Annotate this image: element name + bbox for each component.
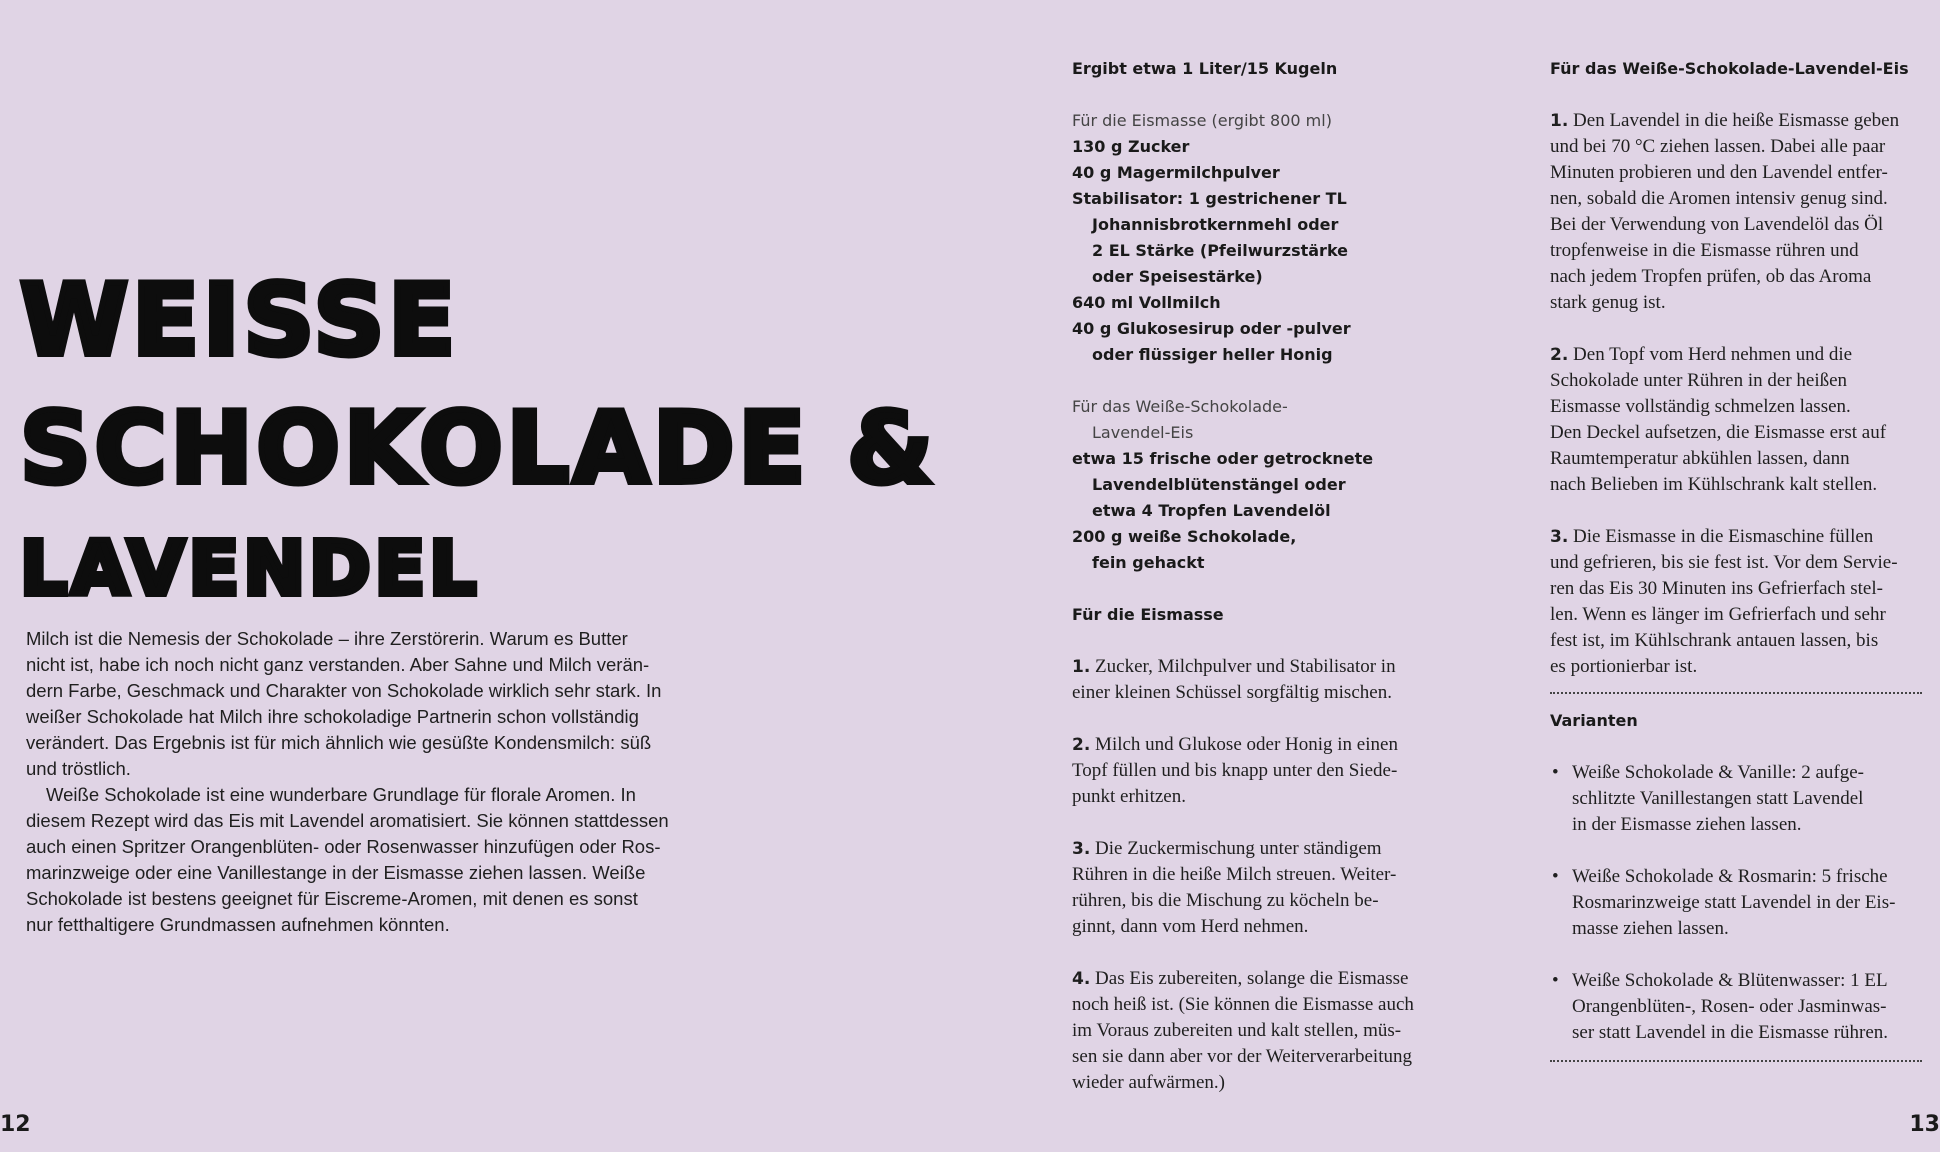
ingredient-line: Lavendelblütenstängel oder: [1092, 475, 1346, 494]
variant-item: • Weiße Schokolade & Rosmarin: 5 frische Rosmarinzweige statt Lavendel in der Eis- masse ziehen lassen.: [1550, 864, 1922, 942]
ingredient-line: 130 g Zucker: [1072, 137, 1190, 156]
step-text: Die Eismasse in die Eismaschine füllen und gefrieren, bis sie fest ist. Vor dem Servie- ren das Eis 30 Minuten ins Gefrierfach stel- len. Wenn es länger im Gefrierfach und sehr fest ist, im Kühlschrank antauen lassen, bis es portionierbar ist.: [1550, 526, 1898, 677]
ingredient-line: oder Speisestärke): [1092, 267, 1263, 286]
step-number: 3.: [1072, 839, 1091, 859]
ingredient-line: 40 g Glukosesirup oder -pulver: [1072, 319, 1351, 338]
method-step: [1072, 836, 1452, 940]
step-number: 1.: [1072, 657, 1091, 677]
ingredient-line: Stabilisator: 1 gestrichener TL: [1072, 189, 1347, 208]
step-number: 3.: [1550, 527, 1569, 547]
base-method-heading: Für die Eismasse: [1072, 605, 1224, 624]
title-line-2: SCHOKOLADE &: [20, 392, 937, 507]
step-text: Zucker, Milchpulver und Stabilisator in einer kleinen Schüssel sorgfältig mischen.: [1072, 656, 1396, 703]
title-line-3: LAVENDEL: [20, 526, 481, 613]
intro-paragraph-1: Milch ist die Nemesis der Schokolade – ihre Zerstörerin. Warum es Butter nicht ist, habe ich noch nicht ganz verstanden. Aber Sahne und Milch verän- dern Farbe, Geschmack und Charakter von Schokolade wirklich sehr stark. In weißer Schokolade hat Milch ihre schokoladige Partnerin schon vollständig verändert. Das Ergebnis ist für mich ähnlich wie gesüßte Kondensmilch: süß und tröstlich.: [26, 628, 662, 779]
ingredient-line: fein gehackt: [1092, 553, 1205, 572]
step-text: Das Eis zubereiten, solange die Eismasse noch heiß ist. (Sie können die Eismasse auch im Voraus zubereiten und kalt stellen, müs- sen sie dann aber vor der Weiterverarbeitung wieder aufwärmen.): [1072, 968, 1414, 1093]
ingredients-column: [1072, 56, 1452, 1096]
method-step: [1550, 342, 1922, 498]
recipe-title: [20, 257, 937, 625]
step-text: Den Lavendel in die heiße Eismasse geben und bei 70 °C ziehen lassen. Dabei alle paar Minuten probieren und den Lavendel entfer- nen, sobald die Aromen intensiv genug sind. Bei der Verwendung von Lavendelöl das Öl tropfenweise in die Eismasse rühren und nach jedem Tropfen prüfen, ob das Aroma stark genug ist.: [1550, 110, 1900, 313]
method-column: [1550, 56, 1922, 1076]
ingredient-line: oder flüssiger heller Honig: [1092, 345, 1333, 364]
variant-item: • Weiße Schokolade & Blütenwasser: 1 EL Orangenblüten-, Rosen- oder Jasminwas- ser statt Lavendel in die Eismasse rühren.: [1550, 968, 1922, 1046]
ingredient-line: etwa 15 frische oder getrocknete: [1072, 449, 1374, 468]
method-step: [1072, 654, 1452, 706]
variant-item: • Weiße Schokolade & Vanille: 2 aufge- schlitzte Vanillestangen statt Lavendel in der Eismasse ziehen lassen.: [1550, 760, 1922, 838]
method-step: [1550, 524, 1922, 680]
step-text: Milch und Glukose oder Honig in einen Topf füllen und bis knapp unter den Siede- punkt erhitzen.: [1072, 734, 1398, 807]
method-step: [1072, 966, 1452, 1096]
flavor-label: Für das Weiße-Schokolade-: [1072, 397, 1288, 416]
variants-heading: Varianten: [1550, 711, 1638, 730]
ingredient-line: etwa 4 Tropfen Lavendelöl: [1092, 501, 1331, 520]
ingredient-line: 40 g Magermilchpulver: [1072, 163, 1280, 182]
yield-heading: Ergibt etwa 1 Liter/15 Kugeln: [1072, 59, 1338, 78]
base-label: Für die Eismasse (ergibt 800 ml): [1072, 111, 1332, 130]
step-number: 1.: [1550, 111, 1569, 131]
ingredient-line: Johannisbrotkernmehl oder: [1092, 215, 1339, 234]
page-number-left: 12: [0, 1112, 31, 1137]
right-page: [1000, 0, 1940, 1152]
variants-list: [1550, 760, 1922, 1046]
step-number: 4.: [1072, 969, 1091, 989]
flavor-method-heading: Für das Weiße-Schokolade-Lavendel-Eis: [1550, 59, 1909, 78]
dotted-divider: [1550, 692, 1922, 694]
step-text: Den Topf vom Herd nehmen und die Schokolade unter Rühren in der heißen Eismasse vollständig schmelzen lassen. Den Deckel aufsetzen, die Eismasse erst auf Raumtemperatur abkühlen lassen, dann nach Belieben im Kühlschrank kalt stellen.: [1550, 344, 1887, 495]
ingredient-line: 640 ml Vollmilch: [1072, 293, 1221, 312]
ingredient-line: 200 g weiße Schokolade,: [1072, 527, 1297, 546]
intro-text: [26, 626, 706, 938]
dotted-divider: [1550, 1060, 1922, 1062]
ingredient-line: 2 EL Stärke (Pfeilwurzstärke: [1092, 241, 1349, 260]
method-step: [1072, 732, 1452, 810]
title-line-1: WEISSE: [20, 264, 460, 379]
flavor-label-cont: Lavendel-Eis: [1092, 423, 1194, 442]
step-number: 2.: [1550, 345, 1569, 365]
page-number-right: 13: [1909, 1112, 1940, 1137]
step-text: Die Zuckermischung unter ständigem Rühren in die heiße Milch streuen. Weiter- rühren, bis die Mischung zu köcheln be- ginnt, dann vom Herd nehmen.: [1072, 838, 1397, 937]
step-number: 2.: [1072, 735, 1091, 755]
intro-paragraph-2: Weiße Schokolade ist eine wunderbare Grundlage für florale Aromen. In diesem Rezept wird das Eis mit Lavendel aromatisiert. Sie können stattdessen auch einen Spritzer Orangenblüten- oder Rosenwasser hinzufügen oder Ros- marinzweige oder eine Vanillestange in der Eismasse ziehen lassen. Weiße Schokolade ist bestens geeignet für Eiscreme-Aromen, mit denen es sonst nur fetthaltigere Grundmassen aufnehmen könnten.: [26, 784, 669, 935]
method-step: [1550, 108, 1922, 316]
